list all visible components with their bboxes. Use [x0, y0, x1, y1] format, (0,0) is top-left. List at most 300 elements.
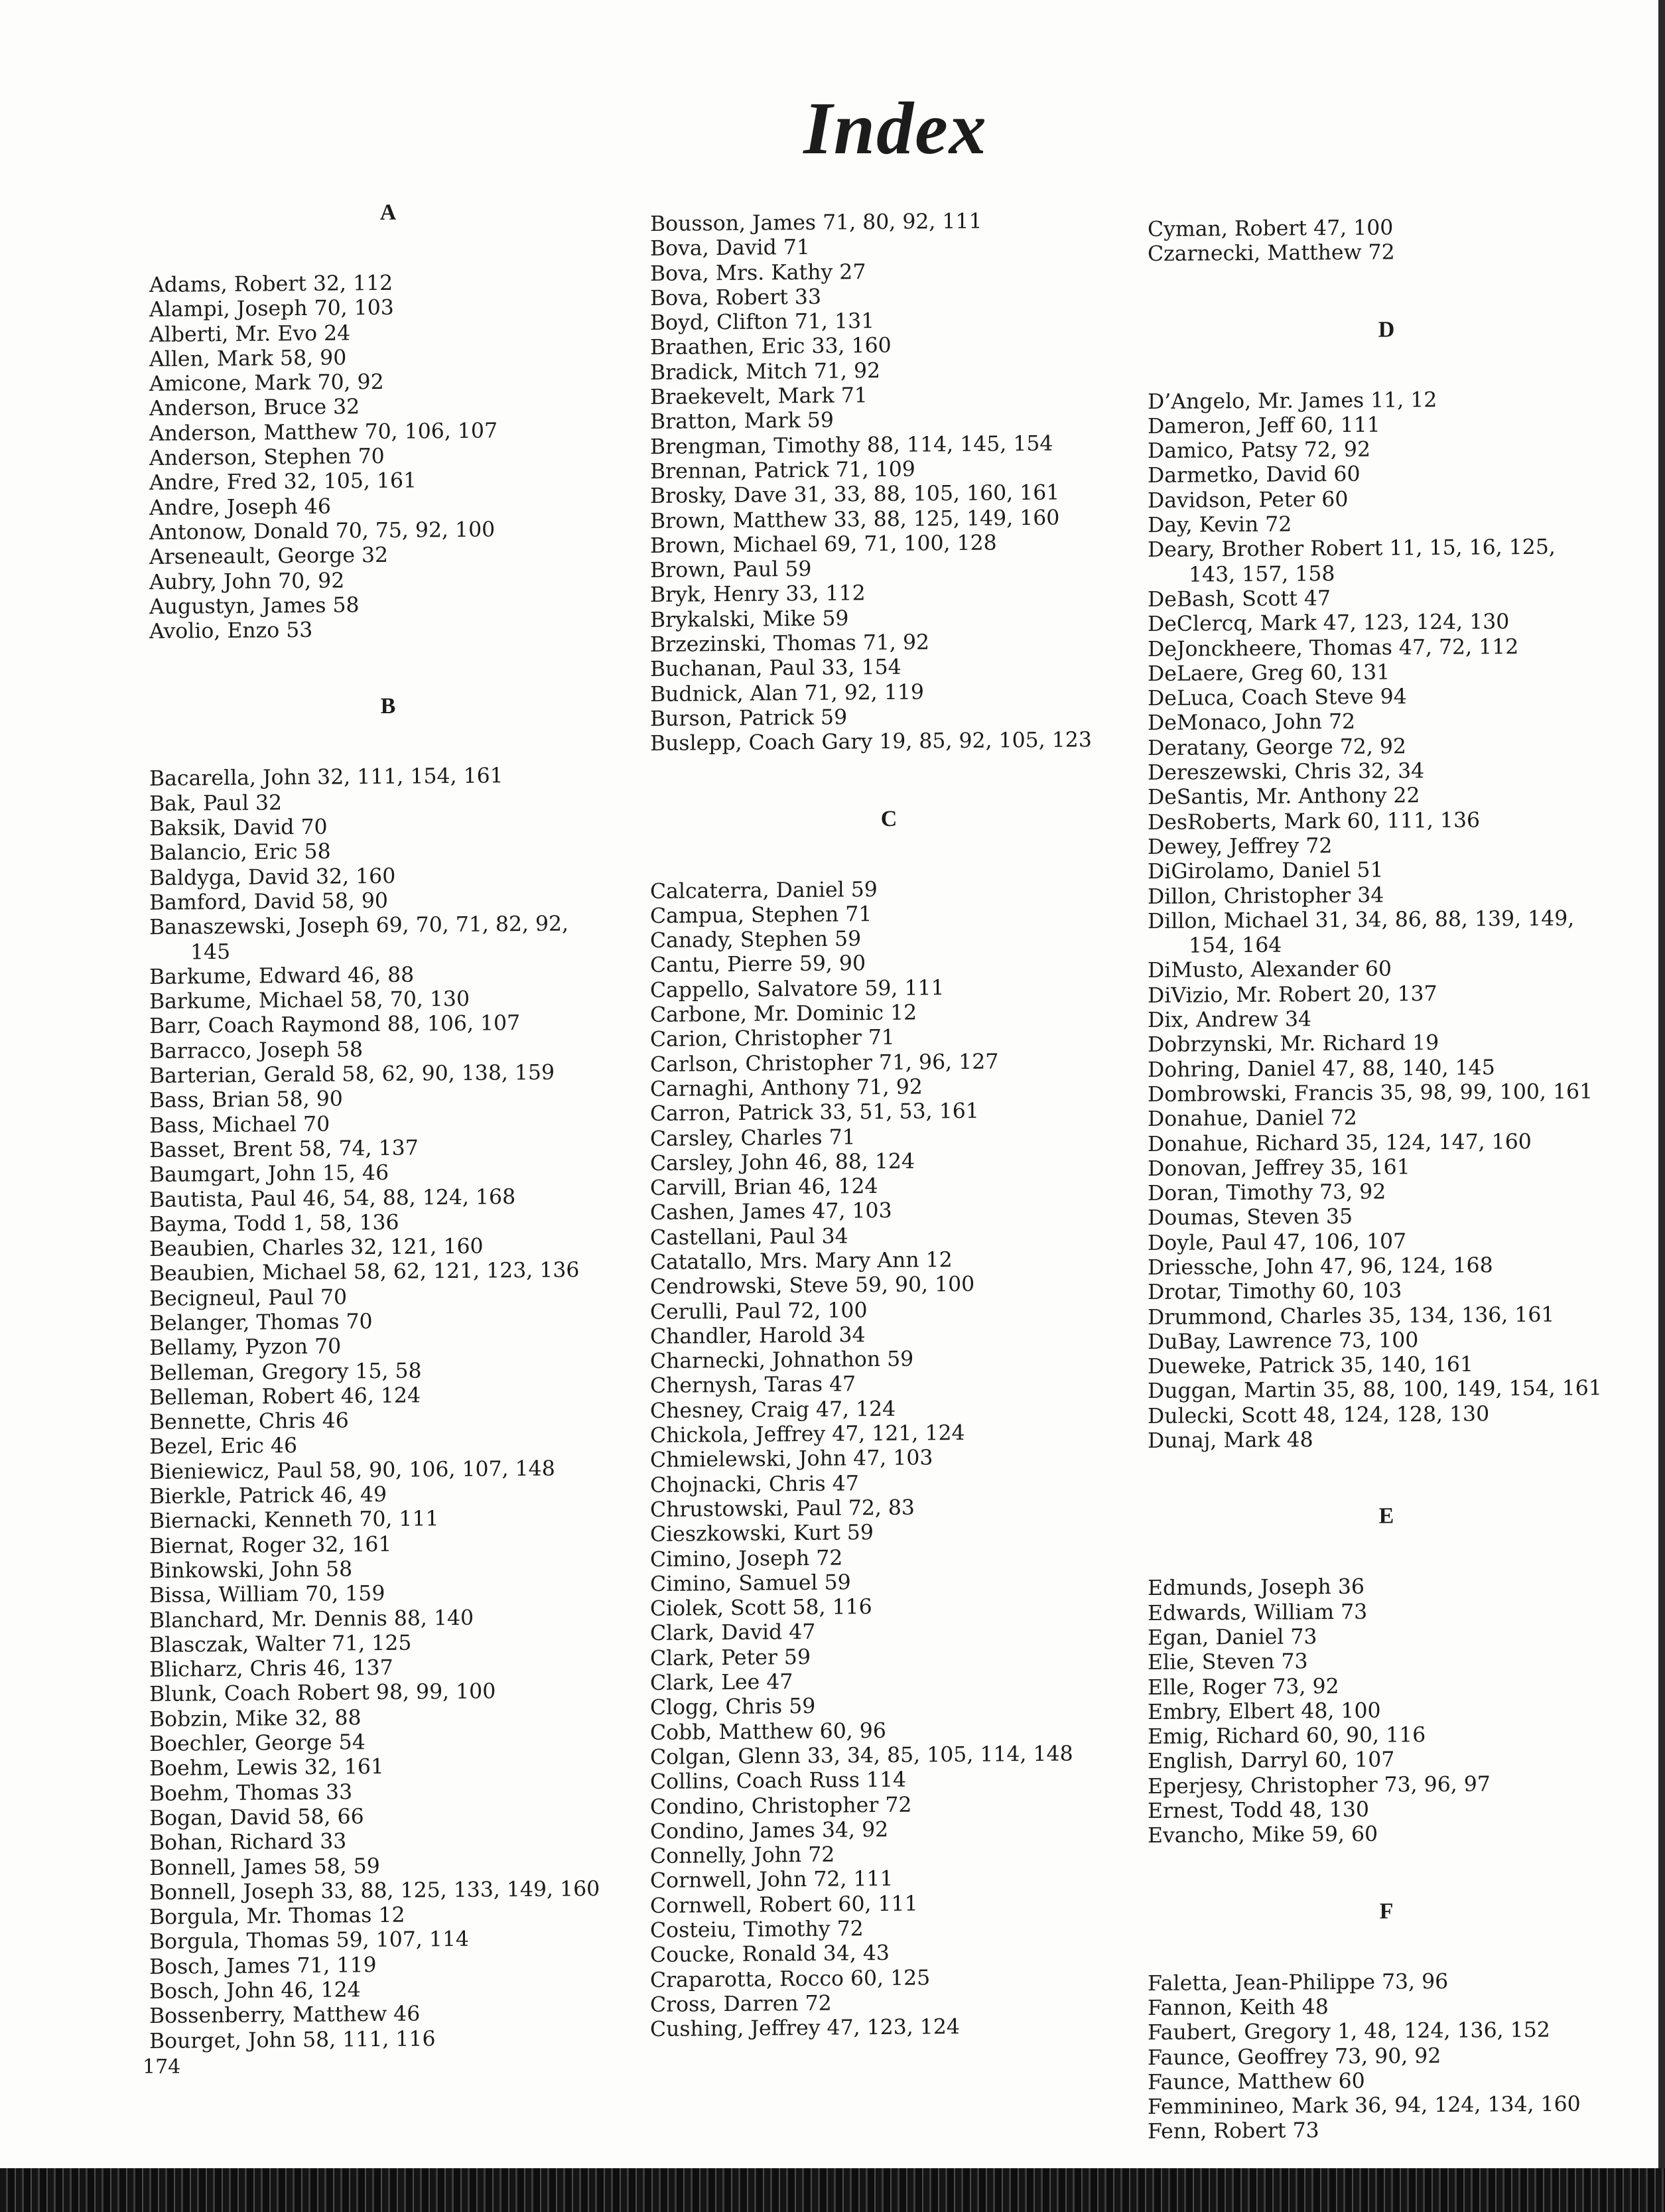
index-entry-text: Baksik, David 70	[149, 815, 328, 841]
index-entry	[149, 467, 627, 496]
index-entry-text: Brennan, Patrick 71, 109	[650, 457, 915, 484]
index-entry-text: Beaubien, Michael 58, 62, 121, 123, 136	[149, 1258, 580, 1286]
index-entry	[650, 1148, 1128, 1177]
index-entry	[1148, 1623, 1625, 1651]
index-entry-text: Dameron, Jeff 60, 111	[1148, 413, 1380, 439]
index-entry	[650, 456, 1128, 485]
index-entry	[650, 1816, 1128, 1845]
index-entry-text: Czarnecki, Matthew 72	[1148, 240, 1395, 267]
index-entry-continuation: 154, 164	[1189, 933, 1282, 958]
index-entry	[1148, 1277, 1625, 1305]
index-entry-text: Adams, Robert 32, 112	[149, 271, 393, 297]
index-entry	[149, 566, 627, 595]
index-entry-text: Dombrowski, Francis 35, 98, 99, 100, 161	[1148, 1079, 1593, 1107]
index-entry	[1148, 955, 1625, 983]
index-entry-continuation: 145	[190, 939, 231, 964]
index-entry-text: Condino, Christopher 72	[650, 1793, 912, 1819]
index-entry	[650, 1593, 1128, 1622]
index-entry-text: Bogan, David 58, 66	[149, 1805, 364, 1831]
index-entry	[650, 1742, 1128, 1771]
index-entry	[1148, 535, 1625, 588]
index-entry-text: Burson, Patrick 59	[650, 705, 848, 731]
index-entry	[149, 1629, 627, 1659]
page-number: 174	[143, 2055, 181, 2079]
index-entry	[650, 1420, 1128, 1449]
index-entry	[149, 1407, 627, 1436]
index-entry-text: Calcaterra, Daniel 59	[650, 877, 878, 904]
index-entry-text: Alberti, Mr. Evo 24	[149, 320, 351, 347]
index-entry-text: Catatallo, Mrs. Mary Ann 12	[650, 1248, 953, 1275]
index-entry-text: Anderson, Bruce 32	[149, 395, 360, 421]
index-entry	[149, 1258, 627, 1287]
index-entry	[650, 1296, 1128, 1325]
index-column-2	[650, 208, 1128, 2043]
index-entry-text: Baumgart, John 15, 46	[149, 1161, 389, 1188]
index-entry	[149, 517, 627, 546]
index-entry-text: Blicharz, Chris 46, 137	[149, 1655, 393, 1683]
index-entry	[149, 591, 627, 620]
index-entry	[1148, 436, 1625, 464]
index-entry-text: Faletta, Jean-Philippe 73, 96	[1148, 1969, 1449, 1996]
index-entry-text: Basset, Brent 58, 74, 137	[149, 1136, 419, 1162]
index-entry-text: Beaubien, Charles 32, 121, 160	[149, 1234, 484, 1262]
index-entry	[650, 1221, 1128, 1251]
index-entry	[650, 1766, 1128, 1795]
index-entry-text: Dillon, Michael 31, 34, 86, 88, 139, 149,	[1148, 906, 1575, 933]
index-entry	[149, 788, 627, 817]
index-entry	[1148, 1104, 1625, 1132]
index-entry-text: Deratany, George 72, 92	[1148, 734, 1406, 760]
index-entry-text: Brykalski, Mike 59	[650, 606, 849, 632]
index-entry	[1148, 807, 1625, 835]
index-entry	[650, 1692, 1128, 1721]
index-entry-text: Biernat, Roger 32, 161	[149, 1532, 392, 1558]
index-entry-text: Bova, Robert 33	[650, 285, 822, 311]
index-entry-text: Braathen, Eric 33, 160	[650, 334, 892, 360]
index-entry-text: Bova, Mrs. Kathy 27	[650, 259, 866, 286]
index-entry	[149, 813, 627, 842]
index-entry	[1148, 1993, 1625, 2021]
index-entry	[650, 999, 1128, 1028]
index-entry-text: Coucke, Ronald 34, 43	[650, 1941, 890, 1968]
index-entry	[650, 1321, 1128, 1350]
index-column-1	[149, 198, 627, 2054]
index-entry-text: Fenn, Robert 73	[1148, 2118, 1319, 2144]
index-entry-text: Drotar, Timothy 60, 103	[1148, 1279, 1402, 1305]
index-entry-text: Dobrzynski, Mr. Richard 19	[1148, 1031, 1439, 1058]
index-entry	[149, 1753, 627, 1782]
index-entry-text: Collins, Coach Russ 114	[650, 1767, 907, 1795]
index-entry	[149, 269, 627, 299]
index-entry	[1148, 2042, 1625, 2070]
index-entry	[650, 1271, 1128, 1300]
index-entry	[650, 728, 1128, 757]
index-entry	[149, 1604, 627, 1633]
index-entry	[650, 530, 1128, 559]
index-entry-text: Anderson, Stephen 70	[149, 444, 385, 471]
index-entry-text: Dohring, Daniel 47, 88, 140, 145	[1148, 1055, 1495, 1082]
index-entry	[650, 900, 1128, 930]
index-entry-text: Brown, Michael 69, 71, 100, 128	[650, 531, 997, 558]
index-entry-text: Bayma, Todd 1, 58, 136	[149, 1210, 399, 1237]
index-entry-text: Andre, Joseph 46	[149, 494, 331, 520]
index-entry	[1148, 387, 1625, 415]
index-entry	[149, 1010, 627, 1040]
index-entry-text: Bacarella, John 32, 111, 154, 161	[149, 764, 503, 792]
index-entry	[650, 654, 1128, 683]
index-entry	[1148, 460, 1625, 488]
index-entry	[1148, 1771, 1625, 1799]
index-entry-text: Cendrowski, Steve 59, 90, 100	[650, 1273, 975, 1300]
index-entry	[149, 1456, 627, 1485]
index-entry	[650, 283, 1128, 312]
index-entry	[1148, 1746, 1625, 1774]
index-entry-text: Costeiu, Timothy 72	[650, 1917, 864, 1943]
index-entry	[1148, 585, 1625, 612]
index-entry-text: Bohan, Richard 33	[149, 1829, 347, 1856]
index-entry	[650, 505, 1128, 534]
index-entry-text: Belanger, Thomas 70	[149, 1310, 373, 1336]
index-entry-text: Donahue, Richard 35, 124, 147, 160	[1148, 1129, 1532, 1156]
index-entry	[650, 1840, 1128, 1870]
index-entry	[149, 1827, 627, 1856]
index-entry	[650, 381, 1128, 411]
index-entry-text: DeMonaco, John 72	[1148, 710, 1356, 736]
index-entry	[149, 1308, 627, 1337]
index-entry	[650, 1098, 1128, 1127]
index-entry	[650, 1964, 1128, 1993]
index-entry-text: Carron, Patrick 33, 51, 53, 161	[650, 1099, 979, 1127]
index-entry	[1148, 1401, 1625, 1429]
index-entry-text: Bonnell, James 58, 59	[149, 1854, 380, 1880]
index-entry-text: Biernacki, Kenneth 70, 111	[149, 1507, 439, 1534]
index-entry	[1148, 1228, 1625, 1256]
index-entry	[650, 1568, 1128, 1598]
index-entry-text: Budnick, Alan 71, 92, 119	[650, 680, 924, 707]
index-entry-text: Baldyga, David 32, 160	[149, 864, 396, 890]
index-entry-text: Cobb, Matthew 60, 96	[650, 1718, 886, 1745]
index-entry-text: Faunce, Geoffrey 73, 90, 92	[1148, 2043, 1441, 2070]
index-entry-text: DeLuca, Coach Steve 94	[1148, 685, 1407, 711]
index-entry-text: DeClercq, Mark 47, 123, 124, 130	[1148, 610, 1510, 637]
index-entry	[149, 1703, 627, 1732]
index-entry-text: Bousson, James 71, 80, 92, 111	[650, 209, 982, 236]
index-entry-text: Dulecki, Scott 48, 124, 128, 130	[1148, 1402, 1490, 1428]
index-entry	[650, 257, 1128, 287]
index-entry	[149, 492, 627, 521]
index-entry-text: Chandler, Harold 34	[650, 1323, 866, 1349]
index-entry	[149, 837, 627, 866]
index-entry	[1148, 857, 1625, 884]
index-entry-text: Craparotta, Rocco 60, 125	[650, 1965, 931, 1992]
index-entry-text: Bak, Paul 32	[149, 791, 283, 816]
index-entry-text: Alampi, Joseph 70, 103	[149, 296, 394, 322]
index-entry	[650, 629, 1128, 658]
index-entry	[149, 1135, 627, 1164]
index-entry-text: Arseneault, George 32	[149, 543, 389, 570]
index-entry-text: Elie, Steven 73	[1148, 1649, 1308, 1675]
index-entry-text: Binkowski, John 58	[149, 1557, 353, 1583]
index-entry-text: Campua, Stephen 71	[650, 902, 872, 928]
index-entry-text: DiGirolamo, Daniel 51	[1148, 858, 1384, 884]
section-letter: F	[1379, 1899, 1394, 1924]
index-entry-text: Belleman, Robert 46, 124	[149, 1383, 421, 1410]
index-entry	[149, 1332, 627, 1361]
index-entry	[650, 431, 1128, 460]
index-entry	[149, 1580, 627, 1609]
index-entry	[1148, 1351, 1625, 1379]
index-entry	[650, 604, 1128, 633]
index-entry	[149, 1976, 627, 2005]
index-entry-text: DeLaere, Greg 60, 131	[1148, 660, 1390, 686]
index-entry-text: Carlson, Christopher 71, 96, 127	[650, 1050, 999, 1077]
index-entry-text: Cimino, Samuel 59	[650, 1570, 851, 1596]
index-entry-text: D’Angelo, Mr. James 11, 12	[1148, 387, 1437, 414]
index-entry	[149, 1060, 627, 1089]
index-entry	[149, 368, 627, 397]
index-entry	[650, 875, 1128, 904]
index-entry-text: Connelly, John 72	[650, 1842, 835, 1869]
index-entry-text: Brosky, Dave 31, 33, 88, 105, 160, 161	[650, 480, 1060, 509]
index-entry	[1148, 1030, 1625, 1058]
index-entry-text: Barracco, Joseph 58	[149, 1037, 364, 1064]
index-entry-text: DeBash, Scott 47	[1148, 587, 1331, 612]
index-entry	[650, 356, 1128, 385]
index-entry	[1148, 1796, 1625, 1824]
index-entry-text: Bierkle, Patrick 46, 49	[149, 1482, 387, 1509]
index-entry-text: Bissa, William 70, 159	[149, 1582, 385, 1608]
index-entry-text: Barkume, Michael 58, 70, 130	[149, 987, 470, 1014]
index-entry	[650, 974, 1128, 1003]
index-entry-text: Ernest, Todd 48, 130	[1148, 1797, 1369, 1824]
index-entry-text: Amicone, Mark 70, 92	[149, 370, 384, 397]
index-entry-text: Cappello, Salvatore 59, 111	[650, 975, 945, 1002]
index-entry-text: Doumas, Steven 35	[1148, 1205, 1353, 1231]
index-entry	[1148, 2116, 1625, 2144]
index-entry	[1148, 1673, 1625, 1700]
index-entry-text: Belleman, Gregory 15, 58	[149, 1358, 422, 1385]
index-entry	[149, 1951, 627, 1980]
index-entry	[650, 1865, 1128, 1894]
index-entry	[1148, 832, 1625, 860]
index-entry	[650, 1618, 1128, 1647]
section-letter: E	[1378, 1503, 1394, 1529]
index-entry	[149, 1184, 627, 1213]
index-entry-text: Augustyn, James 58	[149, 593, 360, 619]
index-entry	[650, 1890, 1128, 1919]
index-entry-text: Bova, David 71	[650, 236, 810, 261]
index-entry	[650, 1989, 1128, 2018]
index-entry	[1148, 609, 1625, 637]
index-entry	[149, 344, 627, 373]
index-entry-text: Bass, Michael 70	[149, 1112, 330, 1138]
index-entry	[149, 1282, 627, 1312]
index-entry-text: Dix, Andrew 34	[1148, 1007, 1312, 1033]
index-entry	[149, 1505, 627, 1535]
index-entry	[650, 1791, 1128, 1820]
index-entry-text: Borgula, Mr. Thomas 12	[149, 1903, 405, 1930]
section-letter: C	[880, 806, 898, 831]
index-entry	[1148, 634, 1625, 662]
index-entry-text: Davidson, Peter 60	[1148, 487, 1349, 513]
index-entry-text: Cross, Darren 72	[650, 1991, 832, 2017]
index-entry	[149, 1728, 627, 1758]
index-entry	[1148, 882, 1625, 910]
index-entry	[149, 986, 627, 1015]
index-entry	[650, 1073, 1128, 1103]
index-entry-text: Castellani, Paul 34	[650, 1224, 848, 1250]
index-entry	[149, 1555, 627, 1584]
index-entry	[650, 1642, 1128, 1671]
index-entry	[650, 1716, 1128, 1746]
index-entry	[1148, 1697, 1625, 1725]
index-entry-text: Dereszewski, Chris 32, 34	[1148, 759, 1425, 786]
index-entry	[650, 949, 1128, 979]
index-entry-text: Bennette, Chris 46	[149, 1409, 349, 1435]
index-entry-text: Dunaj, Mark 48	[1148, 1428, 1313, 1454]
index-entry	[149, 1209, 627, 1238]
index-entry	[650, 1048, 1128, 1077]
index-entry-text: Edmunds, Joseph 36	[1148, 1575, 1365, 1601]
index-entry-text: Blunk, Coach Robert 98, 99, 100	[149, 1679, 496, 1707]
index-entry	[1148, 758, 1625, 786]
index-entry	[650, 703, 1128, 732]
index-entry-text: Bonnell, Joseph 33, 88, 125, 133, 149, 160	[149, 1876, 600, 1905]
index-entry	[1148, 1722, 1625, 1750]
index-entry-text: Femminineo, Mark 36, 94, 124, 134, 160	[1148, 2092, 1581, 2120]
index-entry	[149, 1382, 627, 1411]
index-entry-text: Edwards, William 73	[1148, 1600, 1368, 1625]
index-entry-text: Barterian, Gerald 58, 62, 90, 138, 159	[149, 1060, 555, 1089]
index-entry	[149, 1654, 627, 1683]
index-entry	[650, 1543, 1128, 1572]
index-entry	[149, 1926, 627, 1955]
index-entry	[650, 1172, 1128, 1202]
index-entry	[650, 555, 1128, 584]
index-entry	[149, 1852, 627, 1881]
index-entry	[1148, 683, 1625, 711]
index-entry-text: Carsley, John 46, 88, 124	[650, 1149, 915, 1176]
index-entry	[650, 1370, 1128, 1399]
index-entry-text: Bosch, John 46, 124	[149, 1978, 361, 2004]
index-entry	[1148, 1598, 1625, 1626]
index-entry	[650, 233, 1128, 262]
index-entry-text: Boehm, Thomas 33	[149, 1779, 353, 1806]
index-entry-text: Cyman, Robert 47, 100	[1148, 216, 1394, 242]
index-entry	[1148, 214, 1625, 242]
index-entry-text: Ciolek, Scott 58, 116	[650, 1595, 872, 1622]
index-entry-text: Brzezinski, Thomas 71, 92	[650, 630, 930, 657]
index-entry-text: Charnecki, Johnathon 59	[650, 1347, 914, 1374]
index-entry-text: Emig, Richard 60, 90, 116	[1148, 1723, 1426, 1750]
index-entry-text: Bieniewicz, Paul 58, 90, 106, 107, 148	[149, 1456, 555, 1484]
index-entry-text: Carsley, Charles 71	[650, 1125, 856, 1151]
index-entry-text: Day, Kevin 72	[1148, 512, 1292, 538]
index-entry-text: Buchanan, Paul 33, 154	[650, 656, 901, 682]
index-entry	[149, 763, 627, 792]
index-entry-text: Barr, Coach Raymond 88, 106, 107	[149, 1011, 521, 1039]
index-entry	[650, 1197, 1128, 1226]
index-entry	[1148, 1327, 1625, 1355]
index-entry	[149, 393, 627, 422]
index-entry	[1148, 782, 1625, 810]
index-entry-text: Becigneul, Paul 70	[149, 1285, 348, 1311]
index-entry	[149, 318, 627, 348]
index-column-3	[1148, 214, 1625, 2145]
index-entry-text: English, Darryl 60, 107	[1148, 1748, 1395, 1774]
index-entry	[1148, 2092, 1625, 2120]
index-entry-text: Clark, David 47	[650, 1620, 816, 1646]
index-entry-text: Egan, Daniel 73	[1148, 1625, 1317, 1650]
index-entry-text: Evancho, Mike 59, 60	[1148, 1822, 1378, 1848]
index-entry-text: DeSantis, Mr. Anthony 22	[1148, 784, 1420, 810]
index-entry	[149, 443, 627, 472]
index-entry-text: Dillon, Christopher 34	[1148, 883, 1384, 909]
index-entry-text: Antonow, Donald 70, 75, 92, 100	[149, 518, 496, 545]
index-entry	[650, 1247, 1128, 1276]
index-entry	[650, 1667, 1128, 1696]
index-entry	[1148, 1178, 1625, 1206]
index-entry-text: Allen, Mark 58, 90	[149, 346, 347, 372]
index-entry-text: Darmetko, David 60	[1148, 462, 1361, 488]
index-entry-text: Avolio, Enzo 53	[149, 618, 313, 644]
index-entry	[149, 2000, 627, 2030]
index-entry-text: Andre, Fred 32, 105, 161	[149, 468, 417, 496]
index-entry-text: Braekevelt, Mark 71	[650, 383, 868, 410]
index-entry	[149, 1109, 627, 1139]
index-entry	[149, 887, 627, 916]
index-entry-text: Chesney, Craig 47, 124	[650, 1397, 896, 1423]
index-entry-text: Brown, Matthew 33, 88, 125, 149, 160	[650, 506, 1060, 533]
index-entry	[650, 1444, 1128, 1474]
index-entry	[149, 961, 627, 991]
index-entry	[650, 925, 1128, 954]
index-entry	[1148, 2018, 1625, 2045]
index-entry-text: DeJonckheere, Thomas 47, 72, 112	[1148, 634, 1519, 661]
index-entry-text: Faunce, Matthew 60	[1148, 2069, 1365, 2095]
index-entry-text: Bosch, James 71, 119	[149, 1953, 377, 1979]
index-entry	[650, 480, 1128, 510]
index-entry-text: Chrustowski, Paul 72, 83	[650, 1495, 915, 1522]
index-entry-text: Cantu, Pierre 59, 90	[650, 951, 866, 978]
index-entry	[1148, 510, 1625, 538]
index-entry-text: Cornwell, John 72, 111	[650, 1867, 894, 1894]
index-entry	[149, 1357, 627, 1386]
index-entry-text: Bossenberry, Matthew 46	[149, 2002, 421, 2029]
index-entry-continuation: 143, 157, 158	[1189, 561, 1335, 587]
index-entry-text: Brengman, Timothy 88, 114, 145, 154	[650, 431, 1053, 459]
index-entry	[650, 1939, 1128, 1969]
index-entry-text: DiMusto, Alexander 60	[1148, 957, 1392, 983]
index-entry-text: Chmielewski, John 47, 103	[650, 1446, 933, 1473]
index-entry	[149, 1877, 627, 1906]
index-entry-text: Boechler, George 54	[149, 1730, 366, 1757]
index-entry	[1148, 2067, 1625, 2095]
index-entry	[149, 1481, 627, 1510]
index-entry	[149, 1803, 627, 1832]
index-entry	[1148, 239, 1625, 267]
index-entry	[149, 1233, 627, 1263]
index-entry-text: Bourget, John 58, 111, 116	[149, 2026, 436, 2053]
index-entry-text: Bellamy, Pyzon 70	[149, 1334, 342, 1361]
index-entry-text: Bryk, Henry 33, 112	[650, 581, 866, 608]
index-entry-text: Doran, Timothy 73, 92	[1148, 1180, 1386, 1206]
index-entry-text: Carvill, Brian 46, 124	[650, 1174, 878, 1201]
index-entry	[1148, 733, 1625, 761]
index-entry-text: Boyd, Clifton 71, 131	[650, 309, 875, 336]
section-letter: D	[1378, 316, 1395, 342]
index-entry	[149, 1679, 627, 1708]
